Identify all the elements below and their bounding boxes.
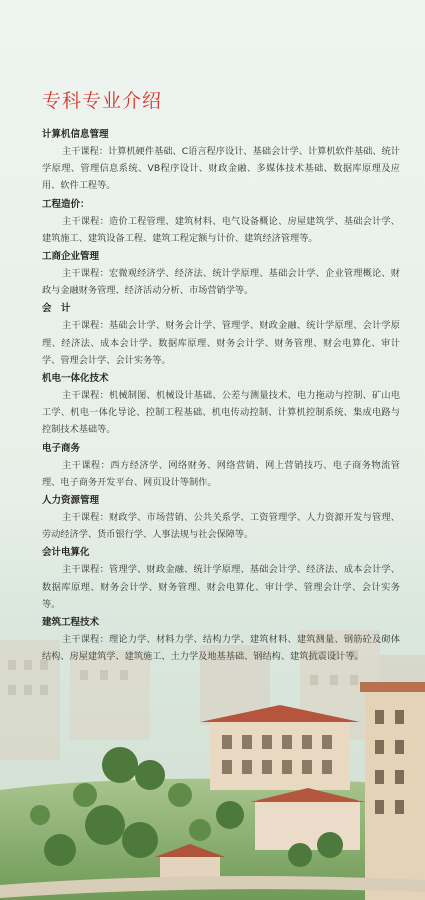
course-item <box>42 440 400 491</box>
course-name: 工商企业管理 <box>42 251 100 263</box>
course-item <box>42 370 400 439</box>
page-title: 专科专业介绍 <box>42 90 163 112</box>
course-description: 主干课程：机械制图、机械设计基础、公差与测量技术、电力拖动与控制、矿山电工学、机电一体化导论、控制工程基础、机电传动控制、计算机控制系统、集成电路与控制技术基础等。 <box>42 390 400 436</box>
course-description: 主干课程：理论力学、材料力学、结构力学、建筑材料、建筑测量、钢筋砼及砌体结构、房屋建筑学、建筑施工、土力学及地基基础、钢结构、建筑抗震设计等。 <box>42 634 400 663</box>
course-name: 机电一体化技术 <box>42 373 109 385</box>
course-description: 主干课程：财政学、市场营销、公共关系学、工资管理学、人力资源开发与管理、劳动经济学、货币银行学、人事法规与社会保障等。 <box>42 512 400 541</box>
course-name: 人力资源管理 <box>42 495 100 507</box>
course-item <box>42 196 400 247</box>
course-name: 会计电算化 <box>42 547 90 559</box>
course-list <box>42 126 400 666</box>
course-description: 主干课程：西方经济学、网络财务、网络营销、网上营销技巧、电子商务物流管理、电子商务开发平台、网页设计等制作。 <box>42 459 400 488</box>
course-description: 主干课程：基础会计学、财务会计学、管理学、财政金融、统计学原理、会计学原理、经济法、成本会计学、数据库原理、财务会计学、财务管理、财会电算化、审计学、管理会计学、会计实务等。 <box>42 320 400 366</box>
course-item <box>42 126 400 195</box>
course-item <box>42 492 400 543</box>
course-item <box>42 614 400 665</box>
course-item <box>42 248 400 299</box>
course-name: 会 计 <box>42 303 71 315</box>
course-item <box>42 544 400 613</box>
course-description: 主干课程：计算机硬件基础、C语言程序设计、基础会计学、计算机软件基础、统计学原理、管理信息系统、VB程序设计、财政金融、多媒体技术基础、数据库原理及应用、软件工程等。 <box>42 146 400 192</box>
course-description: 主干课程：宏微观经济学、经济法、统计学原理、基础会计学、企业管理概论、财政与金融财务管理、经济活动分析、市场营销学等。 <box>42 268 400 297</box>
course-description: 主干课程：管理学、财政金融、统计学原理、基础会计学、经济法、成本会计学、数据库原理、财务会计学、财务管理、财会电算化、审计学、管理会计学、会计实务等。 <box>42 564 400 610</box>
course-name: 工程造价： <box>42 198 90 210</box>
course-description: 主干课程：造价工程管理、建筑材料、电气设备概论、房屋建筑学、基础会计学、建筑施工、建筑设备工程、建筑工程定额与计价、建筑经济管理等。 <box>42 215 400 244</box>
course-name: 计算机信息管理 <box>42 129 109 140</box>
course-name: 电子商务 <box>42 442 81 454</box>
course-item <box>42 300 400 369</box>
course-name: 建筑工程技术 <box>42 617 100 629</box>
